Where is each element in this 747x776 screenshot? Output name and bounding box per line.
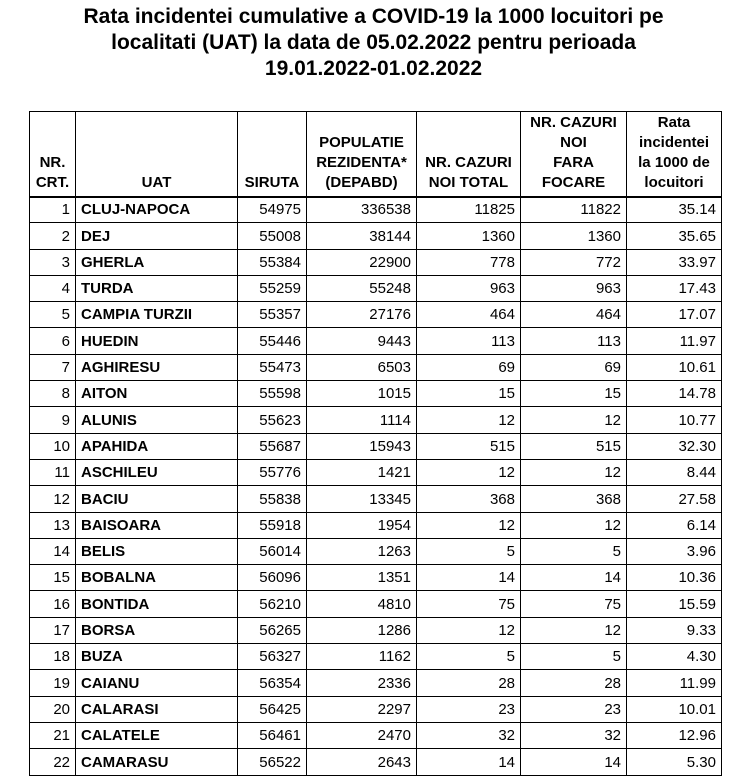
cell-uat: BORSA — [76, 617, 238, 643]
cell-incidence-rate: 35.14 — [627, 197, 722, 223]
header-total-line-1: NR. CAZURI — [425, 153, 512, 171]
cell-cases-no-outbreak: 14 — [521, 565, 627, 591]
cell-cases-no-outbreak: 772 — [521, 249, 627, 275]
cell-population: 9443 — [307, 328, 417, 354]
cell-nr: 1 — [30, 197, 76, 223]
table-body — [30, 197, 722, 776]
cell-siruta: 55384 — [238, 249, 307, 275]
cell-uat: BOBALNA — [76, 565, 238, 591]
cell-uat: TURDA — [76, 275, 238, 301]
cell-cases-no-outbreak: 23 — [521, 696, 627, 722]
cell-cases-no-outbreak: 12 — [521, 407, 627, 433]
header-incidence-rate — [627, 112, 722, 197]
cell-population: 1954 — [307, 512, 417, 538]
cell-incidence-rate: 8.44 — [627, 459, 722, 485]
cell-incidence-rate: 35.65 — [627, 223, 722, 249]
cell-nr: 4 — [30, 275, 76, 301]
cell-population: 1421 — [307, 459, 417, 485]
header-rate-line-1: Rata — [657, 113, 691, 131]
table-row — [30, 512, 722, 538]
document-title — [0, 4, 747, 82]
cell-incidence-rate: 10.36 — [627, 565, 722, 591]
cell-siruta: 56425 — [238, 696, 307, 722]
cell-uat: HUEDIN — [76, 328, 238, 354]
table-row — [30, 538, 722, 564]
table-row — [30, 565, 722, 591]
cell-uat: ALUNIS — [76, 407, 238, 433]
cell-total-cases: 113 — [417, 328, 521, 354]
cell-nr: 22 — [30, 749, 76, 775]
header-uat — [76, 112, 238, 197]
cell-population: 13345 — [307, 486, 417, 512]
cell-siruta: 55259 — [238, 275, 307, 301]
header-nofocar-line-4: FOCARE — [541, 173, 606, 191]
cell-uat: CAMARASU — [76, 749, 238, 775]
cell-nr: 8 — [30, 381, 76, 407]
cell-cases-no-outbreak: 69 — [521, 354, 627, 380]
cell-siruta: 55918 — [238, 512, 307, 538]
table-row — [30, 670, 722, 696]
cell-total-cases: 11825 — [417, 197, 521, 223]
cell-nr: 16 — [30, 591, 76, 617]
cell-incidence-rate: 32.30 — [627, 433, 722, 459]
cell-cases-no-outbreak: 5 — [521, 538, 627, 564]
cell-incidence-rate: 6.14 — [627, 512, 722, 538]
cell-total-cases: 12 — [417, 407, 521, 433]
cell-siruta: 54975 — [238, 197, 307, 223]
cell-population: 1286 — [307, 617, 417, 643]
cell-population: 38144 — [307, 223, 417, 249]
cell-nr: 9 — [30, 407, 76, 433]
cell-uat: APAHIDA — [76, 433, 238, 459]
cell-siruta: 55838 — [238, 486, 307, 512]
header-total-line-2: NOI TOTAL — [428, 173, 509, 191]
cell-incidence-rate: 11.99 — [627, 670, 722, 696]
cell-cases-no-outbreak: 113 — [521, 328, 627, 354]
cell-total-cases: 32 — [417, 722, 521, 748]
cell-nr: 7 — [30, 354, 76, 380]
cell-uat: CLUJ-NAPOCA — [76, 197, 238, 223]
cell-incidence-rate: 27.58 — [627, 486, 722, 512]
header-rate-line-4: locuitori — [644, 173, 704, 191]
cell-population: 55248 — [307, 275, 417, 301]
cell-population: 1351 — [307, 565, 417, 591]
cell-incidence-rate: 15.59 — [627, 591, 722, 617]
table-row — [30, 407, 722, 433]
cell-cases-no-outbreak: 1360 — [521, 223, 627, 249]
cell-total-cases: 778 — [417, 249, 521, 275]
cell-population: 6503 — [307, 354, 417, 380]
cell-siruta: 55623 — [238, 407, 307, 433]
table-row — [30, 722, 722, 748]
table-row — [30, 302, 722, 328]
cell-cases-no-outbreak: 515 — [521, 433, 627, 459]
header-rate-line-3: la 1000 de — [638, 153, 710, 171]
table-row — [30, 644, 722, 670]
cell-total-cases: 75 — [417, 591, 521, 617]
cell-nr: 10 — [30, 433, 76, 459]
header-cases-no-outbreak — [521, 112, 627, 197]
cell-cases-no-outbreak: 32 — [521, 722, 627, 748]
cell-uat: BACIU — [76, 486, 238, 512]
cell-uat: GHERLA — [76, 249, 238, 275]
title-line-2: localitati (UAT) la data de 05.02.2022 pentru perioada — [111, 31, 636, 54]
cell-siruta: 56327 — [238, 644, 307, 670]
cell-total-cases: 515 — [417, 433, 521, 459]
header-nofocar-line-3: FARA — [553, 153, 594, 171]
cell-population: 1162 — [307, 644, 417, 670]
header-nr-line: NR. — [39, 153, 66, 171]
cell-population: 2643 — [307, 749, 417, 775]
cell-nr: 18 — [30, 644, 76, 670]
cell-incidence-rate: 4.30 — [627, 644, 722, 670]
cell-total-cases: 12 — [417, 512, 521, 538]
header-rate-line-2: incidentei — [638, 133, 709, 151]
header-uat-label: UAT — [141, 173, 172, 191]
table-row — [30, 275, 722, 301]
table-row — [30, 617, 722, 643]
cell-uat: CAIANU — [76, 670, 238, 696]
cell-total-cases: 368 — [417, 486, 521, 512]
cell-siruta: 56014 — [238, 538, 307, 564]
table-row — [30, 328, 722, 354]
header-population-line-1: POPULATIE — [319, 133, 404, 151]
table-row — [30, 459, 722, 485]
table-row — [30, 249, 722, 275]
cell-population: 27176 — [307, 302, 417, 328]
cell-cases-no-outbreak: 368 — [521, 486, 627, 512]
cell-nr: 6 — [30, 328, 76, 354]
cell-nr: 11 — [30, 459, 76, 485]
cell-siruta: 56522 — [238, 749, 307, 775]
table-row — [30, 486, 722, 512]
cell-cases-no-outbreak: 12 — [521, 459, 627, 485]
cell-total-cases: 963 — [417, 275, 521, 301]
cell-uat: ASCHILEU — [76, 459, 238, 485]
cell-cases-no-outbreak: 28 — [521, 670, 627, 696]
cell-population: 1263 — [307, 538, 417, 564]
title-line-1: Rata incidentei cumulative a COVID-19 la 1000 locuitori pe — [83, 5, 664, 28]
title-line-3: 19.01.2022-01.02.2022 — [264, 57, 483, 80]
cell-incidence-rate: 10.61 — [627, 354, 722, 380]
cell-siruta: 56210 — [238, 591, 307, 617]
table-row — [30, 591, 722, 617]
header-population-line-3: (DEPABD) — [325, 173, 398, 191]
header-nofocar-line-2: NOI — [560, 133, 587, 151]
table-header — [30, 112, 722, 197]
cell-nr: 14 — [30, 538, 76, 564]
cell-cases-no-outbreak: 12 — [521, 512, 627, 538]
cell-total-cases: 5 — [417, 538, 521, 564]
cell-incidence-rate: 10.01 — [627, 696, 722, 722]
header-crt-line: CRT. — [35, 173, 70, 191]
cell-nr: 2 — [30, 223, 76, 249]
cell-cases-no-outbreak: 11822 — [521, 197, 627, 223]
cell-uat: AITON — [76, 381, 238, 407]
cell-population: 336538 — [307, 197, 417, 223]
cell-cases-no-outbreak: 15 — [521, 381, 627, 407]
cell-nr: 3 — [30, 249, 76, 275]
cell-cases-no-outbreak: 5 — [521, 644, 627, 670]
cell-total-cases: 12 — [417, 459, 521, 485]
cell-incidence-rate: 10.77 — [627, 407, 722, 433]
table-row — [30, 433, 722, 459]
cell-incidence-rate: 11.97 — [627, 328, 722, 354]
cell-population: 1015 — [307, 381, 417, 407]
cell-incidence-rate: 3.96 — [627, 538, 722, 564]
cell-cases-no-outbreak: 14 — [521, 749, 627, 775]
incidence-table — [29, 111, 722, 776]
cell-population: 4810 — [307, 591, 417, 617]
cell-cases-no-outbreak: 464 — [521, 302, 627, 328]
cell-total-cases: 23 — [417, 696, 521, 722]
cell-total-cases: 5 — [417, 644, 521, 670]
cell-population: 2470 — [307, 722, 417, 748]
cell-population: 15943 — [307, 433, 417, 459]
cell-nr: 12 — [30, 486, 76, 512]
cell-siruta: 55446 — [238, 328, 307, 354]
cell-siruta: 56461 — [238, 722, 307, 748]
cell-siruta: 56096 — [238, 565, 307, 591]
header-siruta-label: SIRUTA — [244, 173, 300, 191]
cell-uat: CALATELE — [76, 722, 238, 748]
cell-total-cases: 14 — [417, 565, 521, 591]
cell-population: 22900 — [307, 249, 417, 275]
cell-total-cases: 14 — [417, 749, 521, 775]
cell-uat: BONTIDA — [76, 591, 238, 617]
cell-uat: BELIS — [76, 538, 238, 564]
cell-siruta: 55687 — [238, 433, 307, 459]
cell-siruta: 55598 — [238, 381, 307, 407]
cell-siruta: 56354 — [238, 670, 307, 696]
cell-siruta: 56265 — [238, 617, 307, 643]
cell-siruta: 55008 — [238, 223, 307, 249]
table-row — [30, 197, 722, 223]
cell-population: 1114 — [307, 407, 417, 433]
header-nr-crt — [30, 112, 76, 197]
header-row — [30, 112, 722, 197]
table-row — [30, 223, 722, 249]
cell-uat: BUZA — [76, 644, 238, 670]
cell-cases-no-outbreak: 75 — [521, 591, 627, 617]
cell-uat: CALARASI — [76, 696, 238, 722]
cell-total-cases: 28 — [417, 670, 521, 696]
header-total-cases — [417, 112, 521, 197]
cell-nr: 19 — [30, 670, 76, 696]
cell-incidence-rate: 17.07 — [627, 302, 722, 328]
table-row — [30, 354, 722, 380]
cell-incidence-rate: 14.78 — [627, 381, 722, 407]
cell-siruta: 55776 — [238, 459, 307, 485]
cell-cases-no-outbreak: 963 — [521, 275, 627, 301]
cell-cases-no-outbreak: 12 — [521, 617, 627, 643]
cell-uat: AGHIRESU — [76, 354, 238, 380]
cell-population: 2297 — [307, 696, 417, 722]
cell-total-cases: 69 — [417, 354, 521, 380]
cell-uat: DEJ — [76, 223, 238, 249]
cell-incidence-rate: 12.96 — [627, 722, 722, 748]
header-population-line-2: REZIDENTA* — [316, 153, 407, 171]
cell-total-cases: 12 — [417, 617, 521, 643]
cell-nr: 20 — [30, 696, 76, 722]
cell-nr: 15 — [30, 565, 76, 591]
cell-nr: 21 — [30, 722, 76, 748]
cell-total-cases: 464 — [417, 302, 521, 328]
cell-total-cases: 1360 — [417, 223, 521, 249]
header-siruta — [238, 112, 307, 197]
cell-siruta: 55473 — [238, 354, 307, 380]
table-row — [30, 381, 722, 407]
header-nofocar-line-1: NR. CAZURI — [530, 113, 617, 131]
cell-uat: BAISOARA — [76, 512, 238, 538]
cell-population: 2336 — [307, 670, 417, 696]
cell-uat: CAMPIA TURZII — [76, 302, 238, 328]
table-row — [30, 696, 722, 722]
cell-total-cases: 15 — [417, 381, 521, 407]
cell-nr: 13 — [30, 512, 76, 538]
cell-nr: 5 — [30, 302, 76, 328]
cell-siruta: 55357 — [238, 302, 307, 328]
cell-nr: 17 — [30, 617, 76, 643]
cell-incidence-rate: 5.30 — [627, 749, 722, 775]
header-population — [307, 112, 417, 197]
cell-incidence-rate: 17.43 — [627, 275, 722, 301]
table-row — [30, 749, 722, 775]
cell-incidence-rate: 9.33 — [627, 617, 722, 643]
cell-incidence-rate: 33.97 — [627, 249, 722, 275]
